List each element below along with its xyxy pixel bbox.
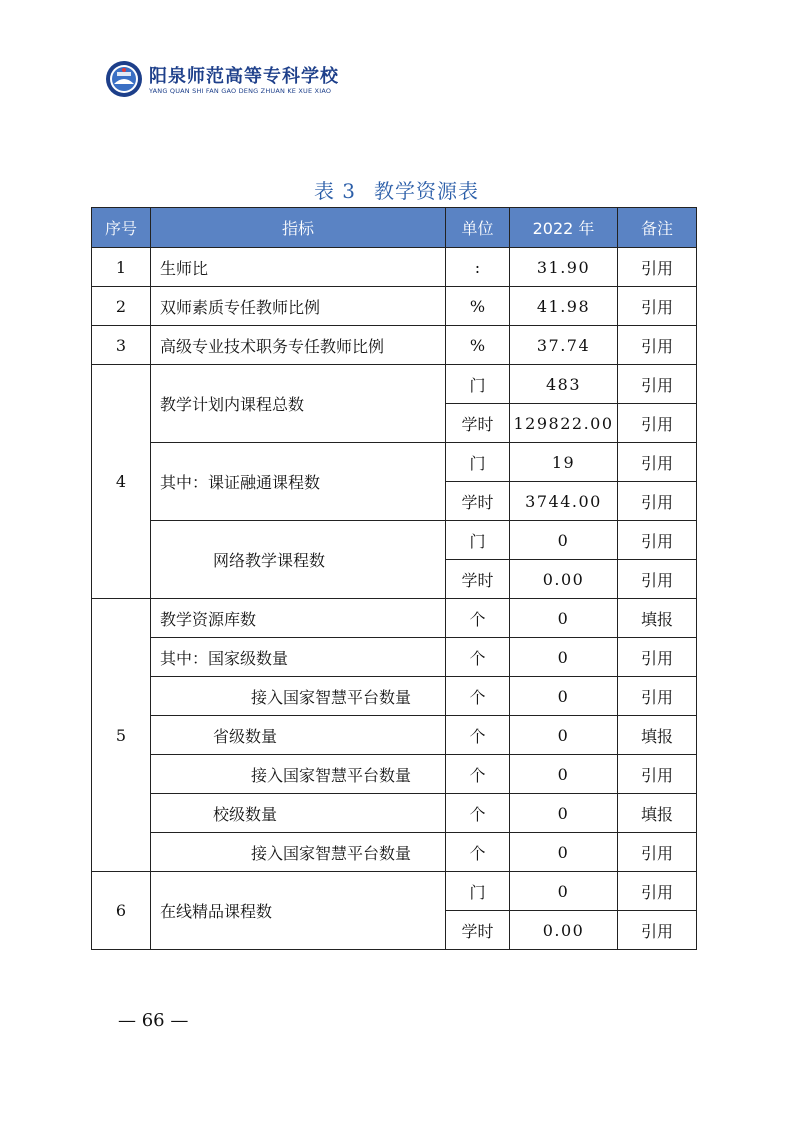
- value-cell: 41.98: [510, 287, 618, 326]
- table-header-row: [92, 208, 697, 248]
- indicator-cell: 其中：课证融通课程数: [151, 443, 446, 521]
- note-cell: 引用: [618, 677, 697, 716]
- indicator-cell: 双师素质专任教师比例: [151, 287, 446, 326]
- school-name: 阳泉师范高等专科学校: [149, 66, 339, 87]
- note-cell: 引用: [618, 755, 697, 794]
- unit-cell: 门: [446, 521, 510, 560]
- indicator-cell: 教学计划内课程总数: [151, 365, 446, 443]
- unit-cell: 学时: [446, 404, 510, 443]
- value-cell: 0: [510, 794, 618, 833]
- header-note: 备注: [618, 208, 697, 248]
- indicator-cell: 省级数量: [151, 716, 446, 755]
- table-title: 教学资源表: [374, 179, 480, 203]
- unit-cell: %: [446, 326, 510, 365]
- unit-cell: 学时: [446, 560, 510, 599]
- indicator-cell: 网络教学课程数: [151, 521, 446, 599]
- unit-cell: 个: [446, 755, 510, 794]
- unit-cell: 个: [446, 833, 510, 872]
- header-seq: 序号: [92, 208, 151, 248]
- value-cell: 0: [510, 755, 618, 794]
- table-row: [92, 872, 697, 911]
- table-row: [92, 677, 697, 716]
- value-cell: 0: [510, 521, 618, 560]
- note-cell: 引用: [618, 365, 697, 404]
- note-cell: 引用: [618, 326, 697, 365]
- note-cell: 填报: [618, 716, 697, 755]
- header-unit: 单位: [446, 208, 510, 248]
- value-cell: 3744.00: [510, 482, 618, 521]
- value-cell: 0: [510, 872, 618, 911]
- unit-cell: 个: [446, 716, 510, 755]
- indicator-cell: 接入国家智慧平台数量: [151, 755, 446, 794]
- table-row: [92, 248, 697, 287]
- value-cell: 0: [510, 677, 618, 716]
- indicator-cell: 生师比: [151, 248, 446, 287]
- indicator-cell: 教学资源库数: [151, 599, 446, 638]
- table-row: [92, 755, 697, 794]
- value-cell: 483: [510, 365, 618, 404]
- unit-cell: 个: [446, 794, 510, 833]
- note-cell: 填报: [618, 794, 697, 833]
- table-caption: [0, 175, 793, 204]
- value-cell: 0.00: [510, 560, 618, 599]
- value-cell: 37.74: [510, 326, 618, 365]
- teaching-resources-table: [91, 207, 697, 950]
- indicator-cell: 接入国家智慧平台数量: [151, 833, 446, 872]
- seq-cell: 5: [92, 599, 151, 872]
- table-row: [92, 287, 697, 326]
- note-cell: 引用: [618, 404, 697, 443]
- table-row: [92, 326, 697, 365]
- value-cell: 0: [510, 716, 618, 755]
- unit-cell: :: [446, 248, 510, 287]
- note-cell: 引用: [618, 833, 697, 872]
- note-cell: 引用: [618, 443, 697, 482]
- header-year: 2022 年: [510, 208, 618, 248]
- note-cell: 引用: [618, 911, 697, 950]
- seq-cell: 1: [92, 248, 151, 287]
- indicator-cell: 其中：国家级数量: [151, 638, 446, 677]
- header-indicator: 指标: [151, 208, 446, 248]
- seq-cell: 4: [92, 365, 151, 599]
- unit-cell: 个: [446, 599, 510, 638]
- table-row: [92, 716, 697, 755]
- note-cell: 引用: [618, 287, 697, 326]
- value-cell: 0.00: [510, 911, 618, 950]
- unit-cell: 门: [446, 443, 510, 482]
- value-cell: 0: [510, 833, 618, 872]
- note-cell: 引用: [618, 638, 697, 677]
- note-cell: 引用: [618, 560, 697, 599]
- table-row: [92, 443, 697, 482]
- table-row: [92, 794, 697, 833]
- table-row: [92, 521, 697, 560]
- note-cell: 填报: [618, 599, 697, 638]
- note-cell: 引用: [618, 521, 697, 560]
- unit-cell: 个: [446, 677, 510, 716]
- unit-cell: 学时: [446, 482, 510, 521]
- table-row: [92, 599, 697, 638]
- indicator-cell: 高级专业技术职务专任教师比例: [151, 326, 446, 365]
- value-cell: 19: [510, 443, 618, 482]
- table-row: [92, 365, 697, 404]
- note-cell: 引用: [618, 248, 697, 287]
- indicator-cell: 在线精品课程数: [151, 872, 446, 950]
- seq-cell: 3: [92, 326, 151, 365]
- unit-cell: 个: [446, 638, 510, 677]
- page-number: — 66 —: [118, 1010, 189, 1031]
- unit-cell: 门: [446, 365, 510, 404]
- table-number: 表 3: [313, 179, 357, 203]
- school-emblem-icon: [105, 60, 143, 98]
- unit-cell: 门: [446, 872, 510, 911]
- table-row: [92, 638, 697, 677]
- indicator-cell: 接入国家智慧平台数量: [151, 677, 446, 716]
- unit-cell: 学时: [446, 911, 510, 950]
- note-cell: 引用: [618, 872, 697, 911]
- school-pinyin: YANG QUAN SHI FAN GAO DENG ZHUAN KE XUE XIAO: [149, 87, 332, 95]
- value-cell: 129822.00: [510, 404, 618, 443]
- note-cell: 引用: [618, 482, 697, 521]
- unit-cell: %: [446, 287, 510, 326]
- indicator-cell: 校级数量: [151, 794, 446, 833]
- seq-cell: 6: [92, 872, 151, 950]
- value-cell: 31.90: [510, 248, 618, 287]
- seq-cell: 2: [92, 287, 151, 326]
- school-logo: [105, 60, 345, 100]
- value-cell: 0: [510, 638, 618, 677]
- table-row: [92, 833, 697, 872]
- value-cell: 0: [510, 599, 618, 638]
